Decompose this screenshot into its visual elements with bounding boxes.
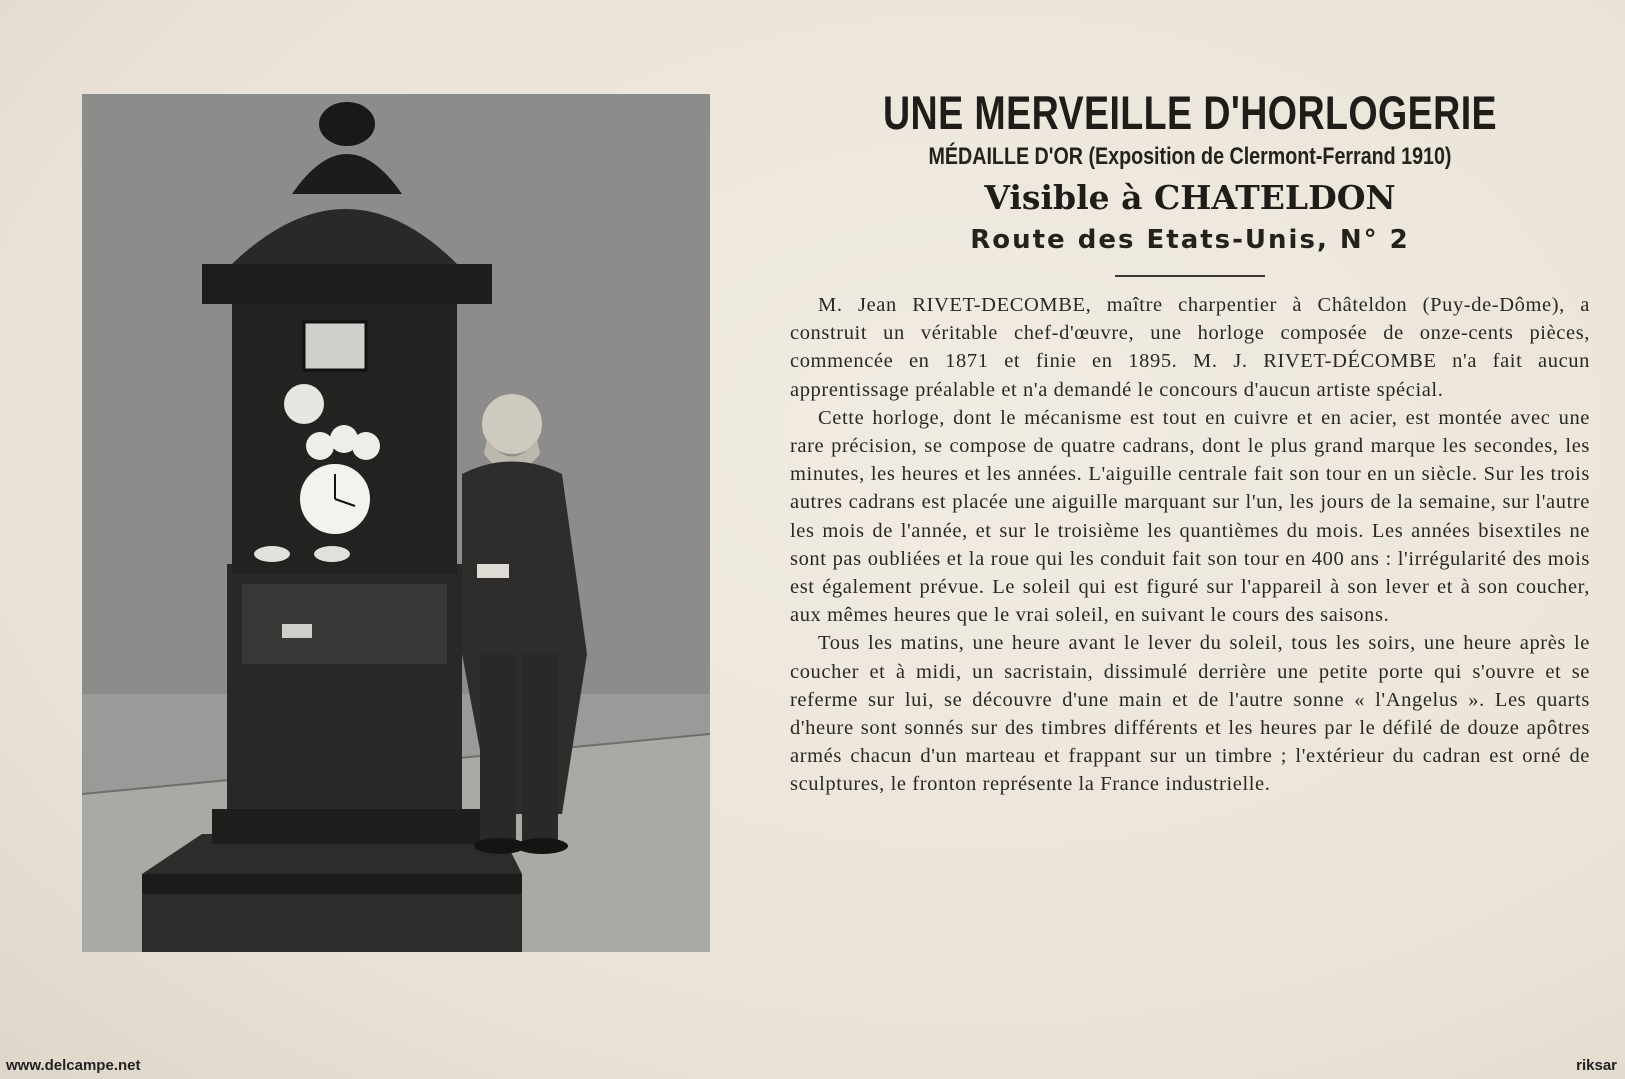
watermark-right: riksar: [1576, 1057, 1617, 1074]
divider: [1115, 275, 1265, 277]
address-line: Route des Etats-Unis, N° 2: [970, 225, 1410, 255]
paragraph-3: Tous les matins, une heure avant le lever du soleil, tous les soirs, une heure après le coucher et à midi, un sacristain, dissimulé derrière une petite porte qui s'ouvre et se referme sur lui, se découvre d'une main et de l'autre sonne « l'Angelus ». Les quarts d'heure sont sonnés sur des timbres différents et les heures par le défilé de douze apôtres armés chacun d'un marteau et frappant sur un timbre ; l'extérieur du cadran est orné de sculptures, le fronton représente la France industrielle.: [790, 632, 1590, 796]
page-title: UNE MERVEILLE D'HORLOGERIE: [882, 86, 1498, 139]
paragraph-1: M. Jean RIVET-DECOMBE, maître charpentier à Châteldon (Puy-de-Dôme), a construit un véritable chef-d'œuvre, une horloge composée de onze-cents pièces, commencée en 1871 et finie en 1895. M. J. RIVET-DÉCOMBE n'a fait aucun apprentissage préalable et n'a demandé le concours d'aucun artiste spécial.: [790, 294, 1590, 401]
clock-photograph: [82, 94, 710, 952]
visible-line: Visible à CHATELDON: [984, 178, 1396, 217]
clock-and-man-illustration: [82, 94, 710, 952]
text-column: [790, 85, 1590, 799]
watermark-left: www.delcampe.net: [6, 1057, 141, 1074]
medal-line: MÉDAILLE D'OR (Exposition de Clermont-Ferrand 1910): [928, 143, 1452, 170]
paragraph-2: Cette horloge, dont le mécanisme est tout en cuivre et en acier, est montée avec une rare précision, se compose de quatre cadrans, dont le plus grand marque les secondes, les minutes, les heures et les années. L'aiguille centrale fait son tour en un siècle. Sur les trois autres cadrans est placée une aiguille marquant sur l'un, les jours de la semaine, sur l'autre les mois de l'année, et sur le troisième les quantièmes du mois. Les années bisextiles ne sont pas oubliées et la roue qui les conduit fait son tour en 400 ans : l'irrégularité des mois est également prévue. Le soleil qui est figuré sur l'appareil à son lever et à son coucher, aux mêmes heures que le vrai soleil, en suivant le cours des saisons.: [790, 406, 1590, 627]
